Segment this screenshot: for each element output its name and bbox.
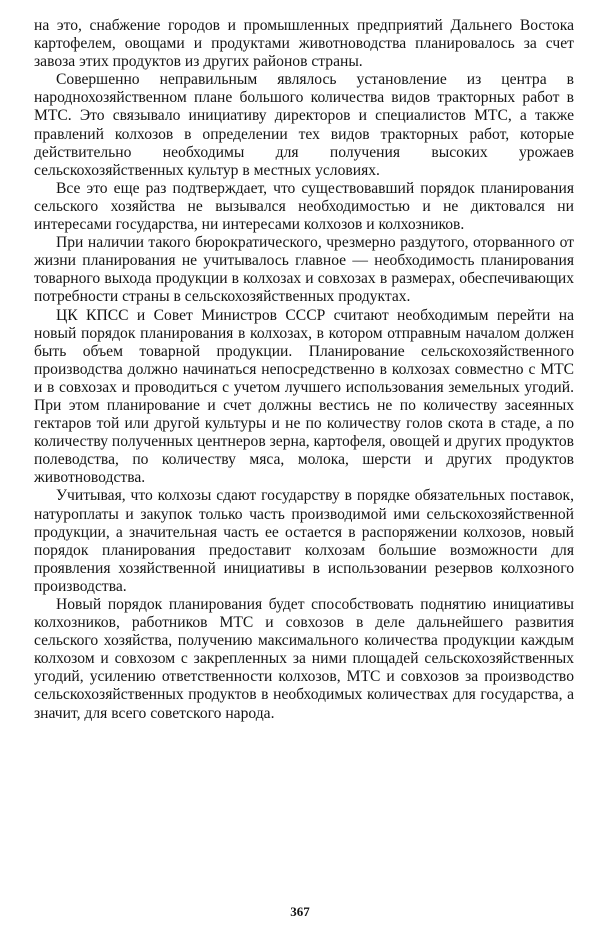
body-text <box>34 17 574 723</box>
paragraph-2: Совершенно неправильным являлось установление из центра в народнохозяйственном плане большого количества видов тракторных работ в МТС. Это связывало инициативу директоров и специалистов МТС, а также правлений колхозов в определении тех видов тракторных работ, которые действительно необходимы для получения высоких урожаев сельскохозяйственных культур в местных условиях. <box>34 71 574 179</box>
paragraph-5: ЦК КПСС и Совет Министров СССР считают необходимым перейти на новый порядок планирования в колхозах, в котором отправным началом должен быть объем товарной продукции. Планирование сельскохозяйственного производства должно начинаться непосредственно в колхозах совместно с МТС и в совхозах и проводиться с учетом лучшего использования земельных угодий. При этом планирование и счет должны вестись не по количеству засеянных гектаров той или другой культуры и не по количеству голов скота в стаде, а по количеству полученных центнеров зерна, картофеля, овощей и других продуктов полеводства, по количеству мяса, молока, шерсти и других продуктов животноводства. <box>34 306 574 487</box>
page-number: 367 <box>290 904 310 919</box>
paragraph-3: Все это еще раз подтверждает, что существовавший порядок планирования сельского хозяйства не вызывался необходимостью и не диктовался ни интересами государства, ни интересами колхозов и колхозников. <box>34 179 574 234</box>
paragraph-1: на это, снабжение городов и промышленных предприятий Дальнего Востока картофелем, овощами и продуктами животноводства планировалось за счет завоза этих продуктов из других районов страны. <box>34 17 574 71</box>
paragraph-4: При наличии такого бюрократического, чрезмерно раздутого, оторванного от жизни планирования не учитывалось главное — необходимость планирования товарного выхода продукции в колхозах и совхозах в размерах, обеспечивающих потребности страны в сельскохозяйственных продуктах. <box>34 234 574 306</box>
paragraph-7: Новый порядок планирования будет способствовать поднятию инициативы колхозников, работников МТС и совхозов в деле дальнейшего развития сельского хозяйства, получению максимального количества продукции каждым колхозом и совхозом с закрепленных за ними площадей сельскохозяйственных угодий, усилению ответственности колхозов, МТС и совхозов за производство сельскохозяйственных продуктов в необходимых количествах для государства, а значит, для всего советского народа. <box>34 596 574 722</box>
paragraph-6: Учитывая, что колхозы сдают государству в порядке обязательных поставок, натуроплаты и закупок только часть производимой ими сельскохозяйственной продукции, а значительная часть ее остается в распоряжении колхозов, новый порядок планирования предоставит колхозам большие возможности для проявления хозяйственной инициативы в использовании резервов колхозного производства. <box>34 487 574 595</box>
